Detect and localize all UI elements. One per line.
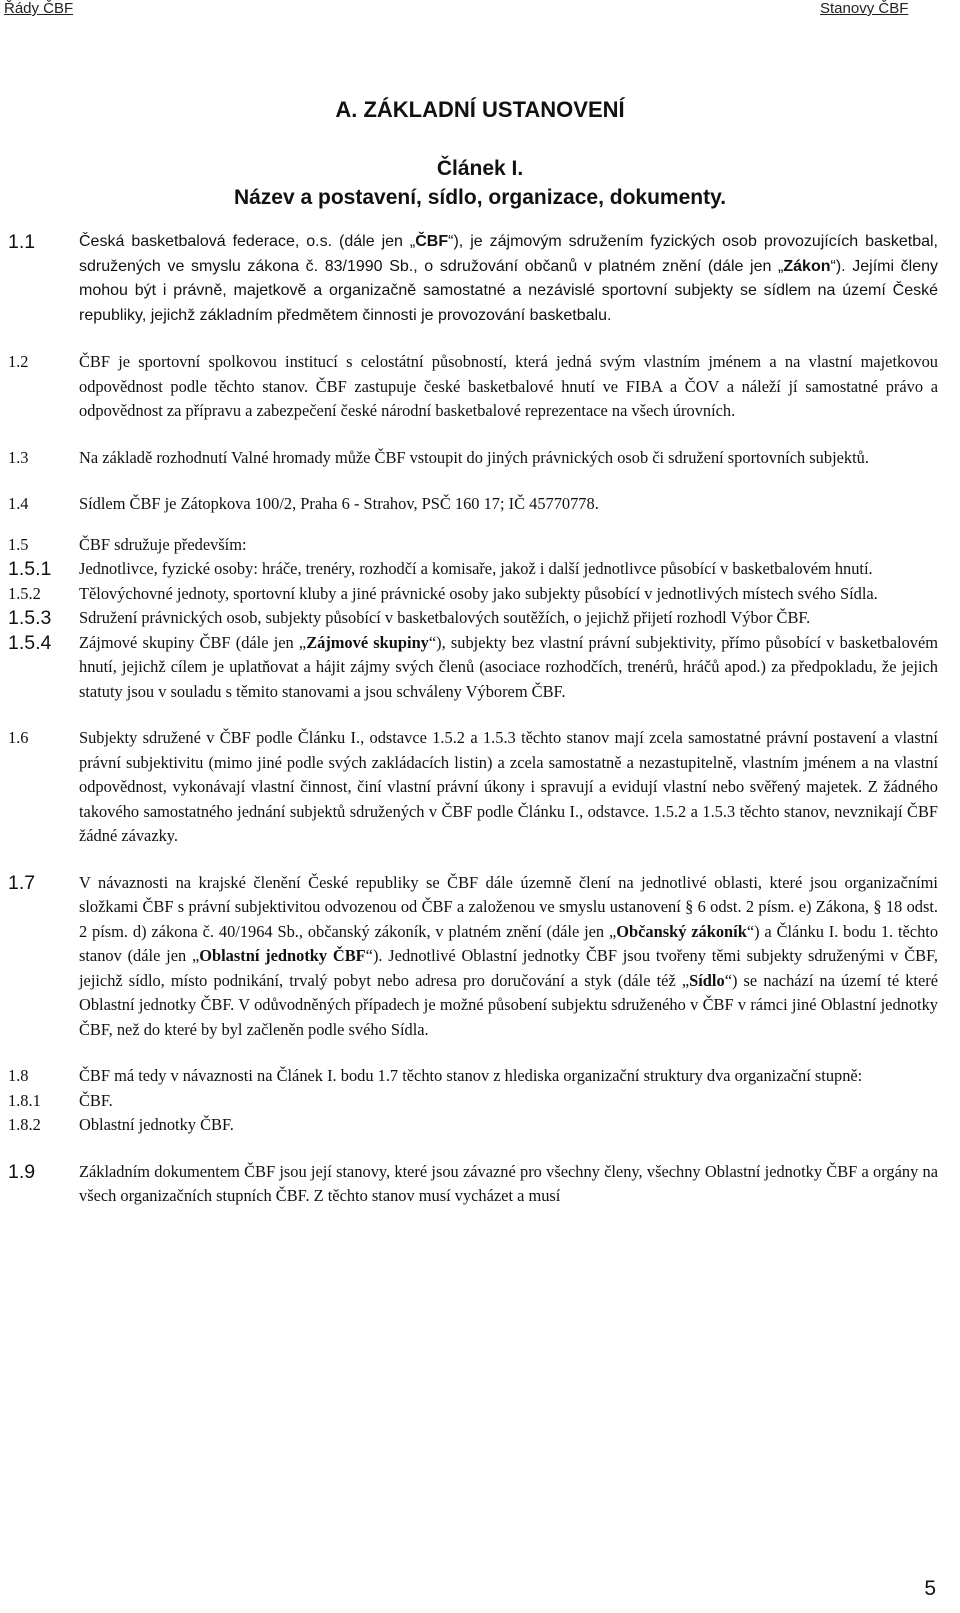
text-run: V návaznosti na krajské členění České republiky se ČBF dále územně člení na jednotlivé oblasti, které jsou organizačními složkami ČBF s právní subjektivitou odvozenou od ČBF a založenou ve smyslu ustanovení § 6 odst. 2 písm. e) Zákona, § 18 odst. 2 písm. d) zákona č. 40/1964 Sb., občanský zákoník, v platném znění (dále jen „ [79, 872, 938, 941]
bold-term: Zákon [783, 257, 831, 275]
paragraph-1-8 [0, 1064, 960, 1089]
paragraph-1-9 [0, 1160, 960, 1209]
bold-term: Občanský zákoník [616, 921, 747, 941]
paragraph-text: Základním dokumentem ČBF jsou její stanovy, které jsou závazné pro všechny členy, všechny Oblastní jednotky ČBF a orgány na všech organizačních stupních ČBF. Z těchto stanov musí vycházet a musí [79, 1161, 938, 1205]
header-link-rady[interactable]: Řády ČBF [4, 0, 74, 17]
paragraph-number: 1.5.1 [8, 558, 52, 580]
paragraph-text: Jednotlivce, fyzické osoby: hráče, trenéry, rozhodčí a komisaře, jakož i další jednotlivce působící v basketbalovém hnutí. [79, 559, 873, 578]
paragraph-1-5 [0, 533, 960, 558]
paragraph-1-4 [0, 492, 960, 517]
paragraph-text: ČBF je sportovní spolkovou institucí s celostátní působností, která jedná svým vlastním jménem a na vlastní majetkovou odpovědnost podle těchto stanov. ČBF zastupuje české basketbalové hnutí ve FIBA a ČOV a náleží jí samostatné právo a odpovědnost za přípravu a zabezpečení české národní basketbalové reprezentace na všech úrovních. [79, 352, 938, 420]
paragraph-number: 1.5.2 [8, 583, 41, 603]
paragraph-1-8-2 [0, 1113, 960, 1138]
paragraph-1-5-3 [0, 606, 960, 631]
paragraph-text: ČBF sdružuje především: [79, 534, 247, 554]
bold-term: Oblastní jednotky ČBF [199, 946, 366, 965]
paragraph-number: 1.8.2 [8, 1115, 41, 1134]
text-run: Zájmové skupiny ČBF (dále jen „ [79, 632, 307, 652]
paragraph-number: 1.2 [8, 352, 29, 371]
paragraph-text: Tělovýchovné jednoty, sportovní kluby a jiné právnické osoby jako subjekty působící v jednotlivých místech svého Sídla. [79, 583, 878, 603]
paragraph-number: 1.4 [8, 494, 29, 513]
text-run: “) a Článku I. bodu 1. těchto stanov (dále jen „ [79, 921, 939, 965]
paragraph-1-5-4 [0, 631, 960, 705]
paragraph-number: 1.7 [8, 871, 36, 894]
page-number: 5 [924, 1577, 936, 1600]
paragraph-1-7 [0, 871, 960, 1043]
paragraph-text: Oblastní jednotky ČBF. [79, 1115, 234, 1134]
paragraph-1-6 [0, 726, 960, 849]
paragraph-text: Sdružení právnických osob, subjekty působící v basketbalových soutěžích, o jejichž přijetí rozhodl Výbor ČBF. [79, 608, 811, 627]
paragraph-text: Subjekty sdružené v ČBF podle Článku I., odstavce 1.5.2 a 1.5.3 těchto stanov mají zcela samostatné právní postavení a vlastní právní subjektivitu (mimo jiné podle svých zakládacích listin) a zcela samostatně a nezastupitelně, vlastním jménem a na vlastní odpovědnost, vykonávají vlastní činnost, činí vlastní právní úkony i spravují a evidují vlastní nebo svěřený majetek. Z žádného takového samostatného jednání subjektů sdružených v ČBF podle Článku I., odstavce. 1.5.2 a 1.5.3 těchto stanov, nevznikají ČBF žádné závazky. [79, 728, 938, 845]
text-run: “), subjekty bez vlastní právní subjektivity, přímo působící v basketbalovém hnutí, jejichž cílem je uplatňovat a hájit zájmy svých členů (asociace rozhodčích, trenérů, hráčů apod.) za předpokladu, že jejich statuty jsou v souladu s těmito stanovami a jsou schváleny Výborem ČBF. [79, 632, 938, 701]
paragraph-1-3 [0, 446, 960, 471]
paragraph-number: 1.6 [8, 728, 29, 747]
bold-term: Zájmové skupiny [306, 632, 429, 652]
paragraph-text: ČBF. [79, 1090, 113, 1110]
paragraph-number: 1.1 [8, 231, 36, 253]
text-run: “) se nachází na území té které Oblastní jednotky ČBF. V odůvodněných případech je možné působení subjektu sdruženého v ČBF v rámci jiné Oblastní jednotky ČBF, než do které by byl začleněn podle svého Sídla. [79, 970, 938, 1039]
paragraph-1-5-1 [0, 557, 960, 582]
paragraph-number: 1.8.1 [8, 1090, 41, 1110]
text-run: Česká basketbalová federace, o.s. (dále jen „ [79, 233, 416, 250]
article-subtitle: Název a postavení, sídlo, organizace, dokumenty. [233, 186, 727, 209]
text-run: “). Jejími členy mohou být i právně, majetkově a organizačně samostatné a nezávislé sportovní subjekty se sídlem na území České republiky, jejichž základním předmětem činnosti je provozování basketbalu. [79, 257, 939, 324]
paragraph-number: 1.5.3 [8, 607, 52, 629]
document-body [0, 230, 960, 1209]
bold-term: ČBF [415, 233, 449, 250]
paragraph-number: 1.5 [8, 534, 29, 554]
header-link-stanovy[interactable]: Stanovy ČBF [820, 0, 909, 17]
paragraph-number: 1.9 [8, 1160, 36, 1183]
paragraph-number: 1.5.4 [8, 631, 52, 654]
paragraph-1-2 [0, 350, 960, 424]
text-run: “). Jednotlivé Oblastní jednotky ČBF jsou tvořeny těmi subjekty sdruženými v ČBF, jejichž sídlo, místo podnikání, trvalý pobyt nebo adresa pro doručování a styk (dále též „ [79, 946, 938, 990]
paragraph-1-8-1 [0, 1089, 960, 1114]
paragraph-number: 1.8 [8, 1066, 29, 1085]
text-run: “), je zájmovým sdružením fyzických osob provozujících basketbal, sdružených ve smyslu zákona č. 83/1990 Sb., o sdružování občanů v platném znění (dále jen „ [79, 233, 939, 275]
paragraph-text: Na základě rozhodnutí Valné hromady může ČBF vstoupit do jiných právnických osob či sdružení sportovních subjektů. [79, 447, 869, 467]
paragraph-1-5-2 [0, 582, 960, 607]
paragraph-number: 1.3 [8, 447, 29, 467]
section-title: A. ZÁKLADNÍ USTANOVENÍ [335, 97, 625, 122]
bold-term: Sídlo [689, 970, 725, 990]
paragraph-text: ČBF má tedy v návaznosti na Článek I. bodu 1.7 těchto stanov z hlediska organizační struktury dva organizační stupně: [79, 1066, 863, 1085]
paragraph-text: Sídlem ČBF je Zátopkova 100/2, Praha 6 - Strahov, PSČ 160 17; IČ 45770778. [79, 494, 599, 513]
paragraph-1-1 [0, 230, 960, 328]
article-title: Článek I. [436, 157, 524, 180]
